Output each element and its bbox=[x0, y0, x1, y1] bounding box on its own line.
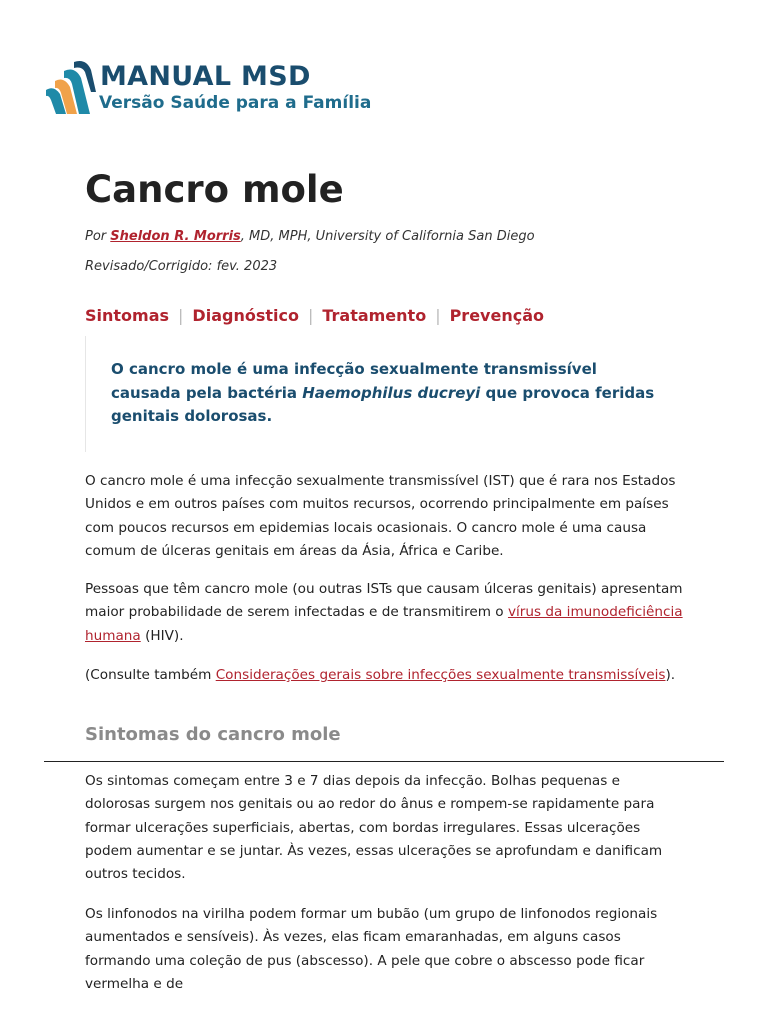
author-link[interactable]: Sheldon R. Morris bbox=[110, 229, 241, 244]
hiv-link[interactable]: vírus da imunodeficiência humana bbox=[85, 604, 683, 644]
paragraph-text: ). bbox=[665, 667, 676, 683]
nav-separator: | bbox=[307, 306, 314, 325]
logo-title: MANUAL MSD bbox=[100, 61, 311, 92]
nav-link-tratamento[interactable]: Tratamento bbox=[322, 306, 427, 325]
section-divider bbox=[44, 761, 724, 762]
nav-separator: | bbox=[178, 306, 184, 325]
msd-logo[interactable] bbox=[44, 60, 384, 116]
nav-link-diagnostico[interactable]: Diagnóstico bbox=[192, 306, 299, 325]
nav-link-sintomas[interactable]: Sintomas bbox=[85, 306, 170, 325]
nav-link-prevencao[interactable]: Prevenção bbox=[449, 306, 544, 325]
paragraph-text: (HIV). bbox=[140, 627, 184, 644]
summary-box bbox=[85, 336, 676, 452]
section-nav bbox=[85, 306, 544, 325]
sti-overview-link[interactable]: Considerações gerais sobre infecções sexualmente transmissíveis bbox=[215, 667, 666, 683]
logo-subtitle: Versão Saúde para a Família bbox=[99, 93, 372, 113]
summary-text-end: que provoca feridas genitais dolorosas. bbox=[111, 383, 655, 425]
section-heading-sintomas: Sintomas do cancro mole bbox=[85, 724, 341, 745]
revised-date: Revisado/Corrigido: fev. 2023 bbox=[85, 259, 278, 274]
msd-logo-icon bbox=[44, 60, 96, 116]
summary-text bbox=[111, 358, 666, 429]
intro-paragraph-1: O cancro mole é uma infecção sexualmente transmissível (IST) que é rara nos Estados Unidos e em outros países com muitos recursos, ocorrendo principalmente em países com poucos recursos em epidemias locais ocasionais. O cancro mole é uma causa comum de úlceras genitais em áreas da Ásia, África e Caribe. bbox=[85, 473, 676, 559]
symptoms-paragraph-1: Os sintomas começam entre 3 e 7 dias depois da infecção. Bolhas pequenas e dolorosas surgem nos genitais ou ao redor do ânus e rompem-se rapidamente para formar ulcerações superficiais, abertas, com bordas irregulares. Essas ulcerações podem aumentar e se juntar. Às vezes, essas ulcerações se aprofundam e danificam outros tecidos. bbox=[85, 773, 663, 883]
paragraph-text: Pessoas que têm cancro mole (ou outras ISTs que causam úlceras genitais) apresentam maior probabilidade de serem infectadas e de transmitirem o bbox=[85, 581, 683, 621]
byline-prefix: Por bbox=[85, 229, 107, 244]
author-credentials: , MD, MPH, University of California San Diego bbox=[240, 229, 535, 244]
page-title: Cancro mole bbox=[85, 168, 344, 211]
paragraph-text: (Consulte também bbox=[85, 667, 216, 683]
nav-separator: | bbox=[435, 306, 441, 325]
see-also-paragraph bbox=[85, 664, 685, 687]
symptoms-paragraph-2: Os linfonodos na virilha podem formar um bubão (um grupo de linfonodos regionais aumentados e sensíveis). Às vezes, elas ficam emaranhadas, em alguns casos formando uma coleção de pus (abscesso). A pele que cobre o abscesso pode ficar vermelha e de bbox=[85, 906, 658, 992]
summary-text-start: O cancro mole é uma infecção sexualmente transmissível causada pela bactéria bbox=[111, 360, 597, 402]
intro-paragraph-2 bbox=[85, 578, 685, 648]
summary-species-name: Haemophilus ducreyi bbox=[302, 383, 481, 402]
byline bbox=[85, 229, 535, 244]
